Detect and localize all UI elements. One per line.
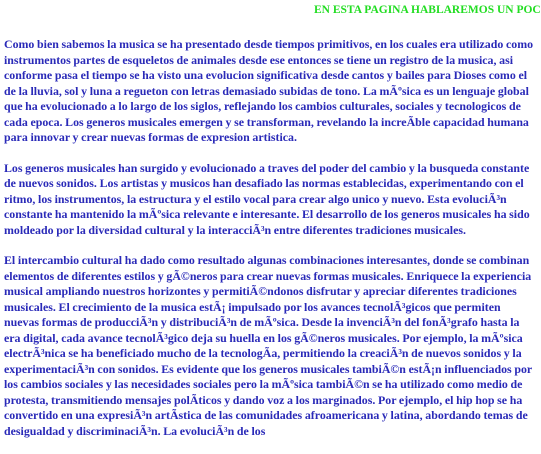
paragraph-cultural-exchange: El intercambio cultural ha dado como resultado algunas combinaciones interesantes, donde se combinan elementos de diferentes estilos y gÃ©neros para crear nuevas formas musicales. Enriquece la experiencia musical ampliando nuestros horizontes y permitiÃ©ndonos disfrutar y apreciar diferentes tradiciones musicales. El crecimiento de la musica estÃ¡ impulsado por los avances tecnolÃ³gicos que permiten nuevas formas de producciÃ³n y distribuciÃ³n de mÃºsica. Desde la invenciÃ³n del fonÃ³grafo hasta la era digital, cada avance tecnolÃ³gico deja su huella en los gÃ©neros musicales. Por ejemplo, la mÃºsica electrÃ³nica se ha beneficiado mucho de la tecnologÃa, permitiendo la creaciÃ³n de nuevos sonidos y la experimentaciÃ³n con sonidos. Es evidente que los generos musicales tambiÃ©n estÃ¡n influenciados por los cambios sociales y las necesidades sociales pero la mÃºsica tambiÃ©n se ha utilizado como medio de protesta, transmitiendo mensajes polÃticos y dando voz a los marginados. Por ejemplo, el hip hop se ha convertido en una expresiÃ³n artÃstica de las comunidades afroamericana y latina, abordando temas de desigualdad y discriminaciÃ³n. La evoluciÃ³n de los [4,253,532,438]
paragraph-intro: Como bien sabemos la musica se ha presentado desde tiempos primitivos, en los cuales era utilizado como instrumentos partes de esqueletos de animales desde ese entonces se tiene un registro de la musica, asi conforme pasa el tiempo se ha visto una evolucion significativa desde cantos y bailes para Dioses como el de la lluvia, sol y luna a regueton con letras demasiado subidas de tono. La mÃºsica es un lenguaje global que ha evolucionado a lo largo de los siglos, reflejando los cambios culturales, sociales y tecnologicos de cada epoca. Los generos musicales emergen y se transforman, revelando la increÃble capacidad humana para innovar y crear nuevas formas de expresion artistica. [4,37,534,144]
marquee-text: EN ESTA PAGINA HABLAREMOS UN POC [314,4,541,16]
scrolling-marquee [0,3,540,17]
article-body [4,37,538,454]
paragraph-evolution: Los generos musicales han surgido y evolucionado a traves del poder del cambio y la busqueda constante de nuevos sonidos. Los artistas y musicos han desafiado las normas establecidas, experimentando con el ritmo, los instrumentos, la estructura y el estilo vocal para crear algo unico y nuevo. Esta evoluciÃ³n constante ha mantenido la mÃºsica relevante e interesante. El desarrollo de los generos musicales ha sido moldeado por la diversidad cultural y la interacciÃ³n entre diferentes tradiciones musicales. [4,160,530,237]
